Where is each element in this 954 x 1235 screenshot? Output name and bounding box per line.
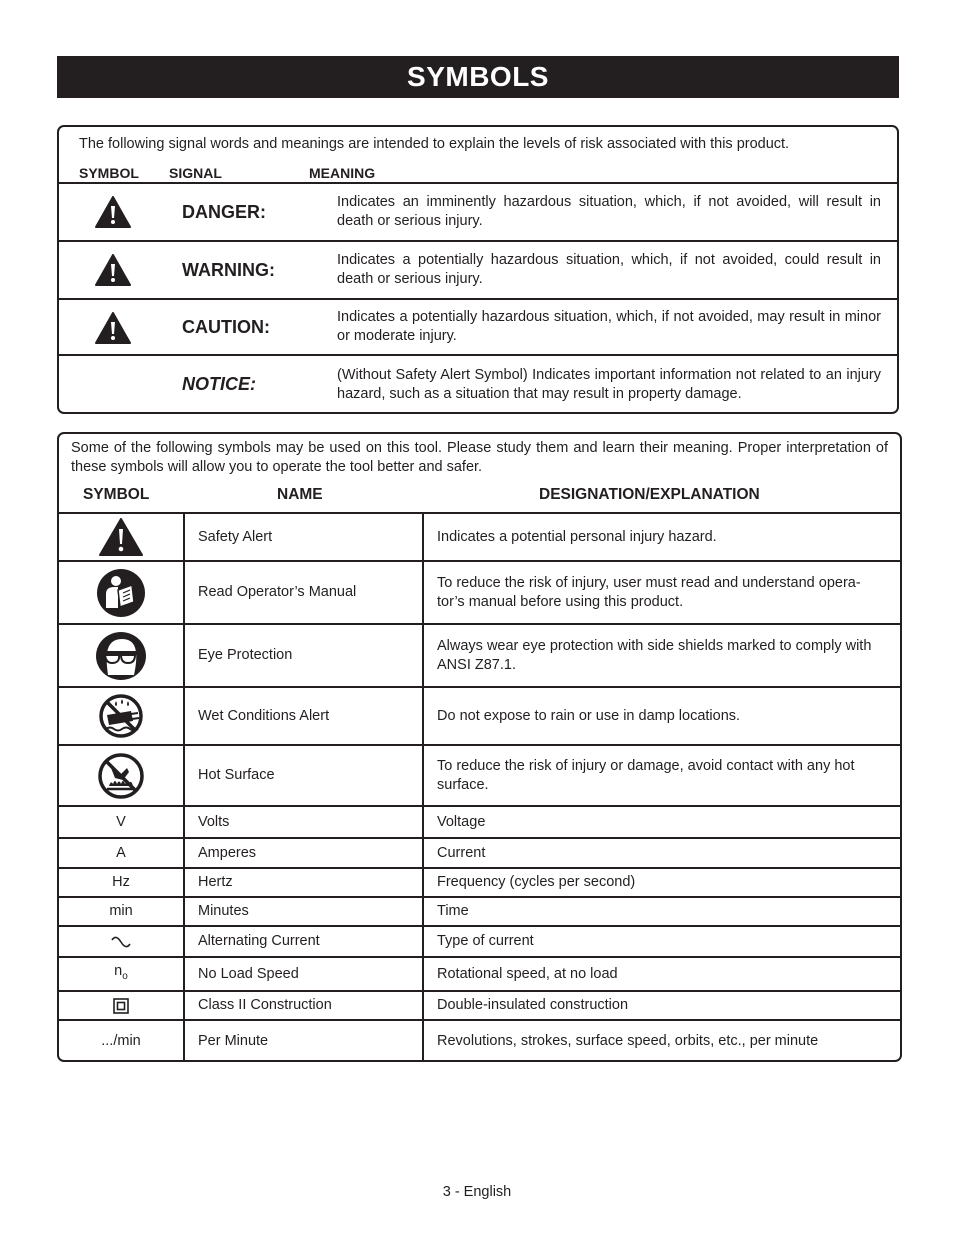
header-symbol: SYMBOL: [83, 486, 150, 503]
header-name: NAME: [277, 486, 323, 503]
name-cell: Class II Construction: [184, 991, 423, 1020]
symbol-cell: [59, 561, 184, 624]
symbols-box: [57, 432, 902, 1062]
header-signal: SIGNAL: [169, 165, 222, 181]
explanation-cell: Voltage: [423, 806, 900, 838]
page-footer: 3 - English: [442, 1184, 512, 1200]
table-row: [59, 806, 900, 838]
symbol-cell: min: [59, 897, 184, 926]
name-cell: Alternating Current: [184, 926, 423, 957]
symbol-cell: [59, 745, 184, 806]
explanation-cell: Rotational speed, at no load: [423, 957, 900, 991]
explanation-cell: Double-insulated construction: [423, 991, 900, 1020]
table-row: [59, 513, 900, 561]
class-ii-construction-icon: [113, 998, 129, 1014]
read-manual-icon: [96, 568, 146, 618]
name-cell: Volts: [184, 806, 423, 838]
signal-word: NOTICE:: [182, 374, 256, 394]
explanation-cell: Current: [423, 838, 900, 868]
explanation-cell: Do not expose to rain or use in damp locations.: [423, 687, 900, 745]
signal-meaning: Indicates a potentially hazardous situation, which, if not avoided, could result in death or serious injury.: [337, 252, 881, 287]
header-designation: DESIGNATION/EXPLANATION: [539, 486, 760, 503]
safety-alert-triangle-icon: [95, 196, 131, 228]
safety-alert-icon: [99, 518, 143, 556]
page-title: SYMBOLS: [57, 56, 899, 98]
signal-word: DANGER:: [182, 201, 266, 222]
symbol-cell: A: [59, 838, 184, 868]
name-cell: Hot Surface: [184, 745, 423, 806]
signal-meaning: (Without Safety Alert Symbol) Indicates important information not related to an injury hazard, such as a situation that may result in property damage.: [337, 366, 881, 402]
name-cell: Minutes: [184, 897, 423, 926]
table-row: [59, 991, 900, 1020]
table-row: [59, 926, 900, 957]
signal-word: CAUTION:: [182, 316, 270, 337]
hot-surface-icon: [97, 752, 145, 800]
symbol-cell: [59, 957, 184, 991]
eye-protection-icon: [95, 631, 147, 681]
header-meaning: MEANING: [309, 165, 376, 181]
signal-row-danger: [59, 182, 897, 240]
safety-alert-triangle-icon: [95, 254, 131, 286]
symbol-cell: [59, 687, 184, 745]
explanation-cell: To reduce the risk of injury or damage, avoid contact with any hot surface.: [423, 745, 900, 806]
symbol-cell: [59, 624, 184, 687]
signal-meaning: Indicates an imminently hazardous situation, which, if not avoided, will result in death or serious injury.: [337, 194, 881, 229]
name-cell: Per Minute: [184, 1020, 423, 1062]
table-row: [59, 838, 900, 868]
signal-row-warning: [59, 240, 897, 298]
symbol-subscript: o: [122, 971, 128, 982]
signal-row-notice: [59, 354, 897, 413]
symbol-text: n: [114, 963, 123, 979]
table-row: [59, 561, 900, 624]
name-cell: Hertz: [184, 868, 423, 897]
signal-intro: The following signal words and meanings are intended to explain the levels of risk associated with this product.: [79, 136, 790, 152]
explanation-cell: Indicates a potential personal injury hazard.: [423, 513, 900, 561]
header-symbol: SYMBOL: [79, 165, 139, 181]
signal-words-box: [57, 125, 899, 414]
alternating-current-icon: [110, 935, 132, 949]
symbol-cell: [59, 926, 184, 957]
symbol-cell: Hz: [59, 868, 184, 897]
symbol-cell: [59, 991, 184, 1020]
symbol-cell: V: [59, 806, 184, 838]
table-row: [59, 745, 900, 806]
symbol-cell: .../min: [59, 1020, 184, 1062]
signal-word: WARNING:: [182, 259, 275, 280]
wet-conditions-icon: [98, 693, 144, 739]
explanation-cell: Type of current: [423, 926, 900, 957]
name-cell: Read Operator’s Manual: [184, 561, 423, 624]
signal-meaning: Indicates a potentially hazardous situation, which, if not avoided, may result in minor or moderate injury.: [337, 309, 881, 344]
explanation-cell: To reduce the risk of injury, user must read and understand opera-tor’s manual before using this product.: [423, 561, 900, 624]
name-cell: No Load Speed: [184, 957, 423, 991]
table-row: [59, 957, 900, 991]
name-cell: Amperes: [184, 838, 423, 868]
explanation-cell: Always wear eye protection with side shields marked to comply with ANSI Z87.1.: [423, 624, 900, 687]
signal-row-caution: [59, 298, 897, 354]
table-row: [59, 624, 900, 687]
symbols-intro: Some of the following symbols may be used on this tool. Please study them and learn their meaning. Proper interpretation of these symbols will allow you to operate the tool better and safer.: [71, 440, 888, 475]
symbols-table: [59, 512, 900, 1062]
table-row: [59, 897, 900, 926]
name-cell: Wet Conditions Alert: [184, 687, 423, 745]
safety-alert-triangle-icon: [95, 312, 131, 344]
table-row: [59, 687, 900, 745]
table-row: [59, 868, 900, 897]
explanation-cell: Time: [423, 897, 900, 926]
name-cell: Safety Alert: [184, 513, 423, 561]
table-row: [59, 1020, 900, 1062]
explanation-cell: Frequency (cycles per second): [423, 868, 900, 897]
name-cell: Eye Protection: [184, 624, 423, 687]
explanation-cell: Revolutions, strokes, surface speed, orbits, etc., per minute: [423, 1020, 900, 1062]
symbol-cell: [59, 513, 184, 561]
